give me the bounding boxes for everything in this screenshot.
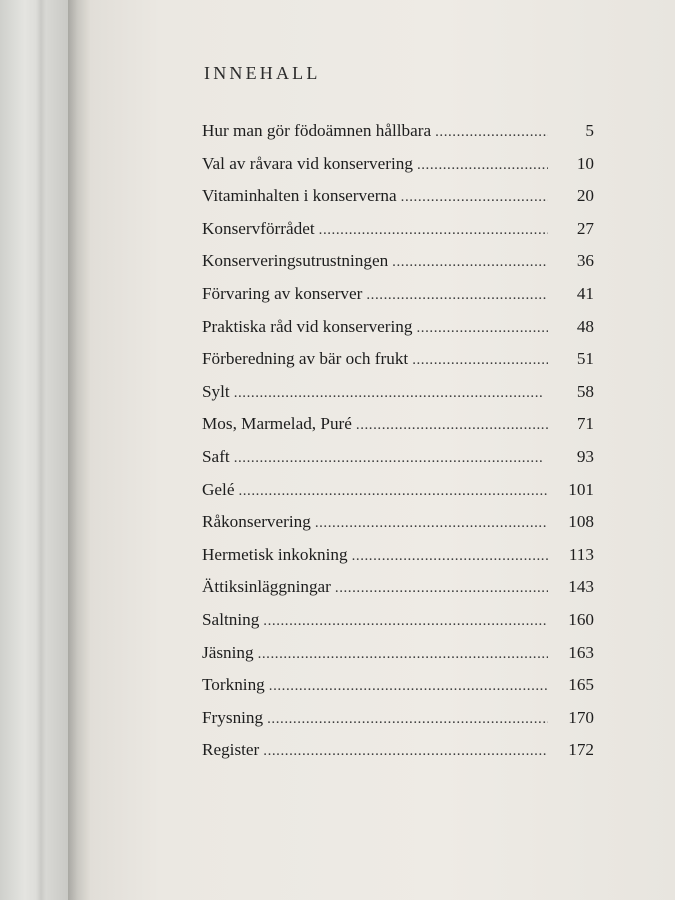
toc-entry-page: 108 — [568, 512, 594, 532]
toc-entry-page: 165 — [568, 675, 594, 695]
toc-leader-dots — [258, 646, 548, 661]
toc-entry-label: Ättiksinläggningar — [202, 577, 331, 597]
toc-entry-page: 163 — [568, 642, 594, 662]
toc-entry-page: 101 — [568, 479, 594, 499]
toc-leader-dots — [234, 450, 548, 465]
inner-cover-board — [0, 0, 70, 900]
toc-leader-dots — [315, 515, 548, 530]
toc-leader-dots — [435, 124, 548, 139]
toc-leader-dots — [417, 157, 548, 172]
toc-leader-dots — [366, 287, 548, 302]
toc-entry — [202, 414, 594, 447]
toc-entry-label: Praktiska råd vid konservering — [202, 316, 413, 336]
toc-leader-dots — [269, 678, 548, 693]
toc-entry-label: Förberedning av bär och frukt — [202, 349, 409, 369]
toc-entry-label: Gelé — [202, 479, 235, 499]
toc-leader-dots — [319, 222, 548, 237]
toc-entry-label: Förvaring av konserver — [202, 283, 363, 303]
toc-leader-dots — [335, 580, 548, 595]
toc-entry — [202, 154, 594, 187]
toc-entry — [202, 219, 594, 252]
toc-entry-label: Jäsning — [202, 642, 254, 662]
cover-hinge — [36, 0, 46, 900]
toc-entry-page: 160 — [568, 609, 594, 629]
toc-entry-label: Frysning — [202, 707, 264, 727]
toc-entry-page: 20 — [576, 186, 594, 206]
toc-leader-dots — [267, 711, 548, 726]
toc-title: INNEHALL — [204, 63, 321, 83]
toc-entry-page: 51 — [576, 349, 594, 369]
toc-entry-page: 172 — [568, 740, 594, 760]
toc-entry-page: 41 — [576, 283, 594, 303]
toc-entry-label: Val av råvara vid konservering — [202, 153, 413, 173]
toc-entry-page: 71 — [576, 414, 594, 434]
toc-leader-dots — [401, 189, 548, 204]
toc-entry-page: 5 — [585, 121, 594, 140]
toc-entry-label: Hermetisk inkokning — [202, 544, 348, 564]
toc-entry — [202, 349, 594, 382]
toc-entry — [202, 480, 594, 513]
toc-entry-page: 170 — [568, 707, 594, 727]
toc-entry-label: Mos, Marmelad, Puré — [202, 414, 352, 434]
toc-entry-label: Råkonservering — [202, 512, 311, 532]
toc-entry — [202, 447, 594, 480]
toc-entry — [202, 545, 594, 578]
toc-entry-label: Saltning — [202, 609, 260, 629]
toc-entry — [202, 643, 594, 676]
toc-entry — [202, 675, 594, 708]
toc-entry — [202, 382, 594, 415]
toc-leader-dots — [263, 613, 548, 628]
toc-entry — [202, 121, 594, 154]
toc-entry — [202, 186, 594, 219]
toc-entry — [202, 284, 594, 317]
toc-leader-dots — [352, 548, 548, 563]
toc-entry-label: Torkning — [202, 675, 265, 695]
toc-entry-page: 27 — [576, 218, 594, 238]
toc-entry-label: Konservförrådet — [202, 218, 315, 238]
toc-leader-dots — [417, 320, 549, 335]
toc-entry-label: Konserveringsutrustningen — [202, 251, 389, 271]
toc-entry — [202, 317, 594, 350]
toc-entry — [202, 577, 594, 610]
toc-entry-page: 93 — [576, 446, 594, 466]
toc-leader-dots — [234, 385, 548, 400]
toc-entry — [202, 708, 594, 741]
toc-leader-dots — [392, 254, 548, 269]
toc-entry-page: 113 — [568, 544, 594, 564]
toc-leader-dots — [356, 417, 548, 432]
toc-leader-dots — [412, 352, 548, 367]
toc-entry — [202, 610, 594, 643]
toc-entry-page: 58 — [576, 381, 594, 401]
toc-leader-dots — [238, 483, 548, 498]
toc-entry-label: Register — [202, 740, 260, 760]
toc-list — [202, 121, 594, 773]
toc-entry-label: Vitaminhalten i konserverna — [202, 186, 397, 206]
toc-leader-dots — [263, 743, 548, 758]
toc-entry — [202, 512, 594, 545]
toc-entry-label: Sylt — [202, 381, 230, 401]
toc-entry — [202, 251, 594, 284]
toc-entry-label: Saft — [202, 446, 230, 466]
toc-entry — [202, 740, 594, 773]
toc-entry-page: 36 — [576, 251, 594, 271]
toc-entry-page: 48 — [576, 316, 594, 336]
page-gutter — [68, 0, 90, 900]
toc-entry-page: 10 — [576, 153, 594, 173]
toc-entry-label: Hur man gör födoämnen hållbara — [202, 121, 432, 140]
toc-entry-page: 143 — [568, 577, 594, 597]
